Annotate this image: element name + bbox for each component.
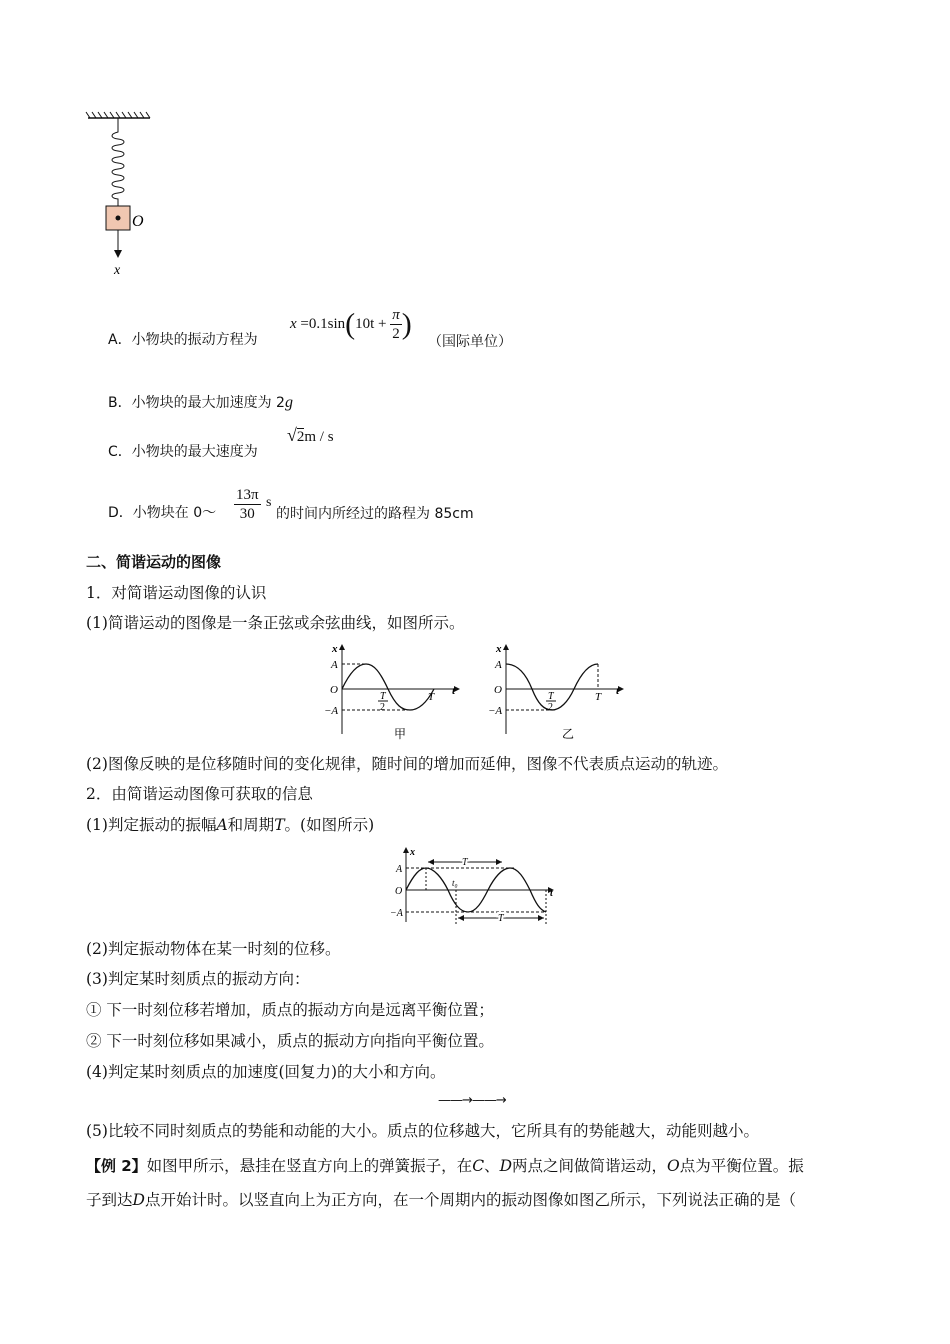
- para-2-1: (1)判定振动的振幅A和周期T。(如图所示): [86, 816, 375, 834]
- figure-amplitude-period: [392, 846, 562, 928]
- svg-text:−A: −A: [390, 908, 403, 919]
- svg-text:A: A: [495, 659, 502, 671]
- option-d-suffix: 的时间内所经过的路程为 85cm: [276, 506, 474, 522]
- sine-graph: [324, 643, 460, 741]
- para-2-5: (5)比较不同时刻质点的势能和动能的大小。质点的位移越大，它所具有的势能越大，动能则越小。: [86, 1122, 759, 1140]
- para-2-3: (3)判定某时刻质点的振动方向：: [86, 970, 310, 988]
- svg-text:x: x: [410, 847, 415, 858]
- para-2-3-2: ② 下一时刻位移如果减小，质点的振动方向指向平衡位置。: [86, 1032, 494, 1050]
- option-a-equation: x =0.1sin(10t + $\frac{\pi}{2}$ ): [290, 307, 412, 342]
- option-c-value: √2m / s: [287, 425, 334, 445]
- svg-text:T: T: [380, 691, 386, 702]
- option-c[interactable]: C．小物块的最大速度为: [108, 444, 258, 460]
- x-axis-label: x: [114, 263, 121, 278]
- svg-text:O: O: [494, 684, 502, 696]
- origin-label: O: [132, 213, 144, 230]
- svg-text:t: t: [452, 685, 456, 697]
- svg-text:O: O: [330, 684, 338, 696]
- svg-text:A: A: [331, 659, 338, 671]
- arrow-chain: ——→——→: [438, 1093, 506, 1108]
- svg-text:t: t: [616, 685, 620, 697]
- caption-yi: 乙: [562, 727, 575, 741]
- svg-text:t₀: t₀: [452, 878, 458, 888]
- caption-jia: 甲: [394, 727, 407, 741]
- option-a[interactable]: A．小物块的振动方程为: [108, 332, 258, 348]
- section-title: 二、简谐运动的图像: [86, 553, 222, 571]
- svg-text:2: 2: [548, 702, 553, 713]
- svg-text:2: 2: [380, 702, 385, 713]
- option-d-unit: s: [266, 495, 272, 510]
- para-2-3-1: ① 下一时刻位移若增加，质点的振动方向是远离平衡位置；: [86, 1001, 494, 1019]
- para-2-2: (2)判定振动物体在某一时刻的位移。: [86, 940, 341, 958]
- svg-text:−A: −A: [324, 705, 339, 717]
- para-1-2: (2)图像反映的是位移随时间的变化规律，随时间的增加而延伸，图像不代表质点运动的轨迹。: [86, 755, 728, 773]
- option-b[interactable]: B．小物块的最大加速度为 2g: [108, 394, 293, 411]
- svg-text:−A: −A: [488, 705, 503, 717]
- spring-figure: [80, 108, 170, 278]
- svg-text:t: t: [550, 888, 553, 899]
- cosine-graph: [488, 643, 624, 741]
- option-d[interactable]: D．小物块在 0～: [108, 505, 217, 521]
- svg-text:x: x: [332, 643, 338, 655]
- para-2-4: (4)判定某时刻质点的加速度(回复力)的大小和方向。: [86, 1063, 446, 1081]
- example-tag: 【例 2】: [86, 1157, 147, 1175]
- svg-text:O: O: [395, 886, 403, 897]
- spring-coil: [112, 118, 124, 206]
- figure-sine-cosine: [318, 642, 638, 744]
- svg-text:T: T: [428, 691, 435, 703]
- svg-text:T: T: [462, 857, 468, 868]
- para-2: 2．由简谐运动图像可获取的信息: [86, 785, 313, 803]
- example-2-line-2: 子到达D点开始计时。以竖直向上为正方向，在一个周期内的振动图像如图乙所示，下列说法正确的是（: [86, 1191, 796, 1209]
- svg-text:A: A: [396, 864, 403, 875]
- option-a-suffix: （国际单位）: [428, 334, 512, 350]
- para-1-1: (1)简谐运动的图像是一条正弦或余弦曲线，如图所示。: [86, 614, 465, 632]
- svg-text:x: x: [496, 643, 502, 655]
- svg-text:T: T: [498, 913, 504, 924]
- para-1: 1．对简谐运动图像的认识: [86, 584, 267, 602]
- option-d-fraction: $\frac{13\pi}{30}$: [236, 487, 259, 522]
- example-2-line-1: 【例 2】如图甲所示，悬挂在竖直方向上的弹簧振子，在C、D两点之间做简谐运动，O点为平衡位置。振: [86, 1157, 804, 1175]
- svg-text:T: T: [595, 691, 602, 703]
- svg-text:T: T: [548, 691, 554, 702]
